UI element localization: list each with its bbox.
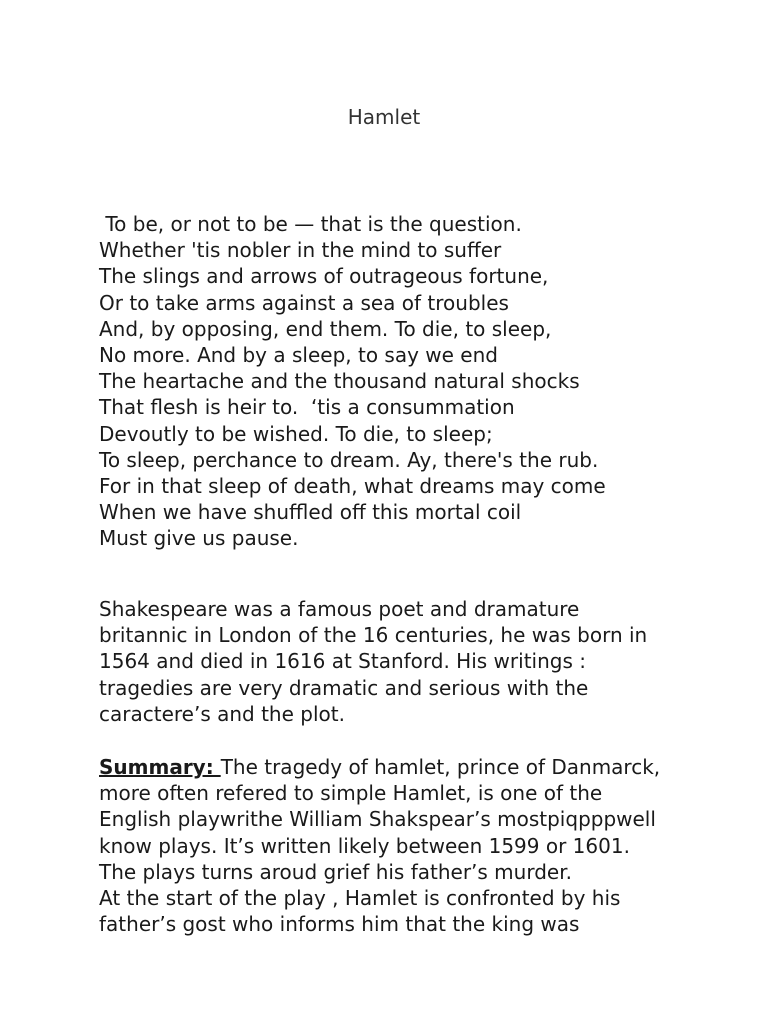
- summary-first-line: [99, 754, 739, 780]
- poem-line: Or to take arms against a sea of troubles: [99, 290, 509, 315]
- poem-line: The slings and arrows of outrageous fortune,: [99, 264, 549, 289]
- poem-line: That flesh is heir to. ‘tis a consummation: [99, 395, 515, 420]
- summary-label: Summary:: [99, 755, 221, 779]
- summary-line: know plays. It’s written likely between 1599 or 1601.: [99, 833, 630, 858]
- poem-line: Whether 'tis nobler in the mind to suffer: [99, 238, 502, 263]
- poem-line: When we have shuffled off this mortal coil: [99, 500, 522, 525]
- poem-line: And, by opposing, end them. To die, to sleep,: [99, 316, 552, 341]
- summary-line: English playwrithe William Shakspear’s mostpiqpppwell: [99, 807, 656, 832]
- poem-line: To sleep, perchance to dream. Ay, there's the rub.: [99, 447, 599, 472]
- summary-line: more often refered to simple Hamlet, is one of the: [99, 781, 603, 806]
- summary-text: The tragedy of hamlet, prince of Danmarck,: [220, 755, 661, 779]
- poem-line: The heartache and the thousand natural shocks: [99, 369, 580, 394]
- bio-line: britannic in London of the 16 centuries, he was born in: [99, 623, 648, 648]
- bio-line: caractere’s and the plot.: [99, 701, 345, 726]
- bio-line: 1564 and died in 1616 at Stanford. His writings :: [99, 649, 586, 674]
- document-title: Hamlet: [347, 105, 421, 129]
- poem-line: To be, or not to be — that is the question.: [99, 212, 522, 236]
- bio-line: tragedies are very dramatic and serious with the: [99, 675, 589, 700]
- summary-line: At the start of the play , Hamlet is confronted by his: [99, 886, 621, 911]
- bio-line: Shakespeare was a famous poet and dramature: [99, 597, 580, 621]
- poem-line: For in that sleep of death, what dreams may come: [99, 474, 606, 499]
- poem-line: Must give us pause.: [99, 526, 299, 551]
- poem-block: [99, 211, 739, 552]
- summary-line: The plays turns aroud grief his father’s murder.: [99, 859, 572, 884]
- summary-paragraph: [99, 754, 739, 937]
- poem-line: Devoutly to be wished. To die, to sleep;: [99, 421, 493, 446]
- biography-paragraph: [99, 596, 739, 727]
- poem-line: No more. And by a sleep, to say we end: [99, 343, 498, 368]
- summary-line: father’s gost who informs him that the king was: [99, 912, 580, 937]
